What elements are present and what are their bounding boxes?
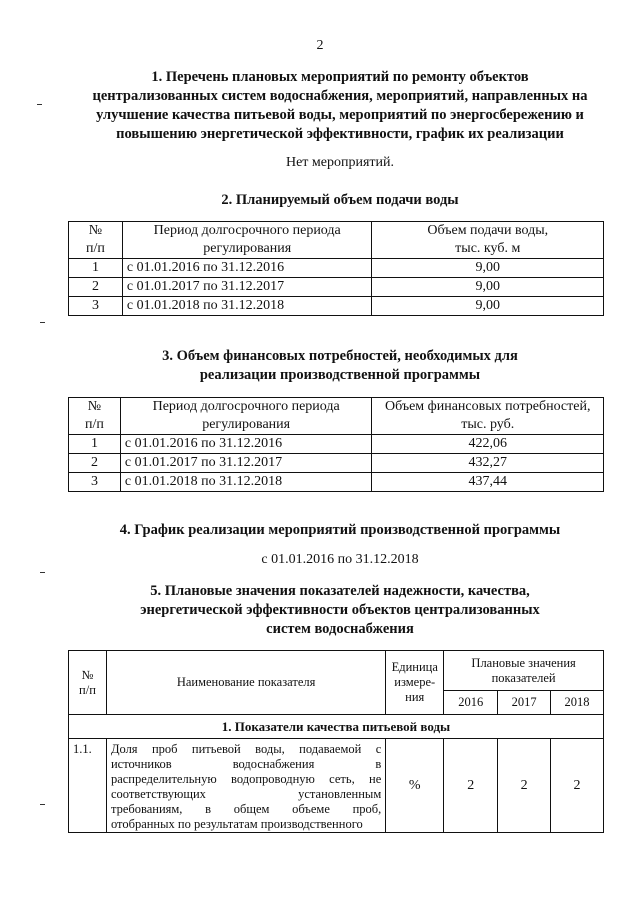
row-value-2016: 2 — [444, 739, 498, 833]
section3-title-line: реализации производственной программы — [199, 367, 481, 383]
table-row — [69, 473, 604, 492]
section1-note: Нет мероприятий. — [285, 155, 395, 170]
section4-title: 4. График реализации мероприятий производственной программы — [119, 522, 561, 538]
row-value-2018: 2 — [551, 739, 604, 833]
row-value: 422,06 — [372, 435, 604, 454]
header-period: Период долгосрочного периода регулирования — [122, 222, 372, 259]
row-num: 3 — [69, 297, 123, 316]
row-num: 3 — [69, 473, 121, 492]
row-value: 9,00 — [372, 278, 604, 297]
header-num: № п/п — [69, 222, 123, 259]
indicators-table — [68, 650, 604, 833]
table-header-row — [69, 398, 604, 435]
row-indicator-name: Доля проб питьевой воды, подаваемой с источников водоснабжения в распределительную водопроводную сеть, не соответствующих установленным требованиям, в общем объеме проб, отобранных по результатам производственного — [106, 739, 385, 833]
header-num: № п/п — [69, 398, 121, 435]
section5-title — [100, 582, 580, 639]
margin-mark — [40, 322, 45, 323]
section2-title: 2. Планируемый объем подачи воды — [221, 192, 459, 208]
header-finance: Объем финансовых потребностей, тыс. руб. — [372, 398, 604, 435]
margin-mark — [40, 804, 45, 805]
margin-mark — [40, 572, 45, 573]
header-volume: Объем подачи воды, тыс. куб. м — [372, 222, 604, 259]
page-number: 2 — [316, 38, 324, 53]
row-num: 1 — [69, 435, 121, 454]
table-row — [69, 278, 604, 297]
row-period: с 01.01.2018 по 31.12.2018 — [120, 473, 372, 492]
table-header-row — [69, 651, 604, 691]
table-row — [69, 259, 604, 278]
section5-title-line: 5. Плановые значения показателей надежности, качества, — [150, 583, 530, 599]
section5-title-line: энергетической эффективности объектов централизованных — [140, 602, 540, 618]
section5-title-line: систем водоснабжения — [266, 621, 414, 637]
section3-title-line: 3. Объем финансовых потребностей, необходимых для — [162, 348, 518, 364]
header-period: Период долгосрочного периода регулирования — [120, 398, 372, 435]
group-row — [69, 715, 604, 739]
row-value-2017: 2 — [498, 739, 551, 833]
header-year-2018: 2018 — [551, 691, 604, 715]
row-period: с 01.01.2018 по 31.12.2018 — [122, 297, 372, 316]
section1-title-line: централизованных систем водоснабжения, мероприятий, направленных на — [92, 88, 588, 104]
row-num: 2 — [69, 278, 123, 297]
row-num: 2 — [69, 454, 121, 473]
table-header-row — [69, 222, 604, 259]
row-period: с 01.01.2016 по 31.12.2016 — [120, 435, 372, 454]
financial-needs-table — [68, 397, 604, 492]
header-num: № п/п — [69, 651, 107, 715]
row-period: с 01.01.2017 по 31.12.2017 — [122, 278, 372, 297]
row-num: 1 — [69, 259, 123, 278]
table-row — [69, 297, 604, 316]
row-num: 1.1. — [69, 739, 107, 833]
section1-title-line: повышению энергетической эффективности, график их реализации — [116, 126, 564, 142]
header-unit: Единица измере- ния — [386, 651, 444, 715]
section1-title-line: улучшение качества питьевой воды, мероприятий по энергосбережению и — [96, 107, 584, 123]
table-row — [69, 739, 604, 833]
header-indicator-name: Наименование показателя — [106, 651, 385, 715]
water-supply-table — [68, 221, 604, 316]
row-value: 9,00 — [372, 259, 604, 278]
section3-title — [100, 347, 580, 385]
row-value: 432,27 — [372, 454, 604, 473]
row-value: 437,44 — [372, 473, 604, 492]
table-row — [69, 435, 604, 454]
row-value: 9,00 — [372, 297, 604, 316]
section4-period: с 01.01.2016 по 31.12.2018 — [261, 552, 419, 567]
table-row — [69, 454, 604, 473]
header-year-2016: 2016 — [444, 691, 498, 715]
group-title: 1. Показатели качества питьевой воды — [69, 715, 604, 739]
section1-title-line: 1. Перечень плановых мероприятий по ремонту объектов — [151, 69, 529, 85]
row-period: с 01.01.2017 по 31.12.2017 — [120, 454, 372, 473]
row-unit: % — [386, 739, 444, 833]
row-period: с 01.01.2016 по 31.12.2016 — [122, 259, 372, 278]
section1-title — [70, 68, 610, 144]
header-year-2017: 2017 — [498, 691, 551, 715]
margin-mark — [37, 104, 42, 105]
header-planned-values: Плановые значения показателей — [444, 651, 604, 691]
